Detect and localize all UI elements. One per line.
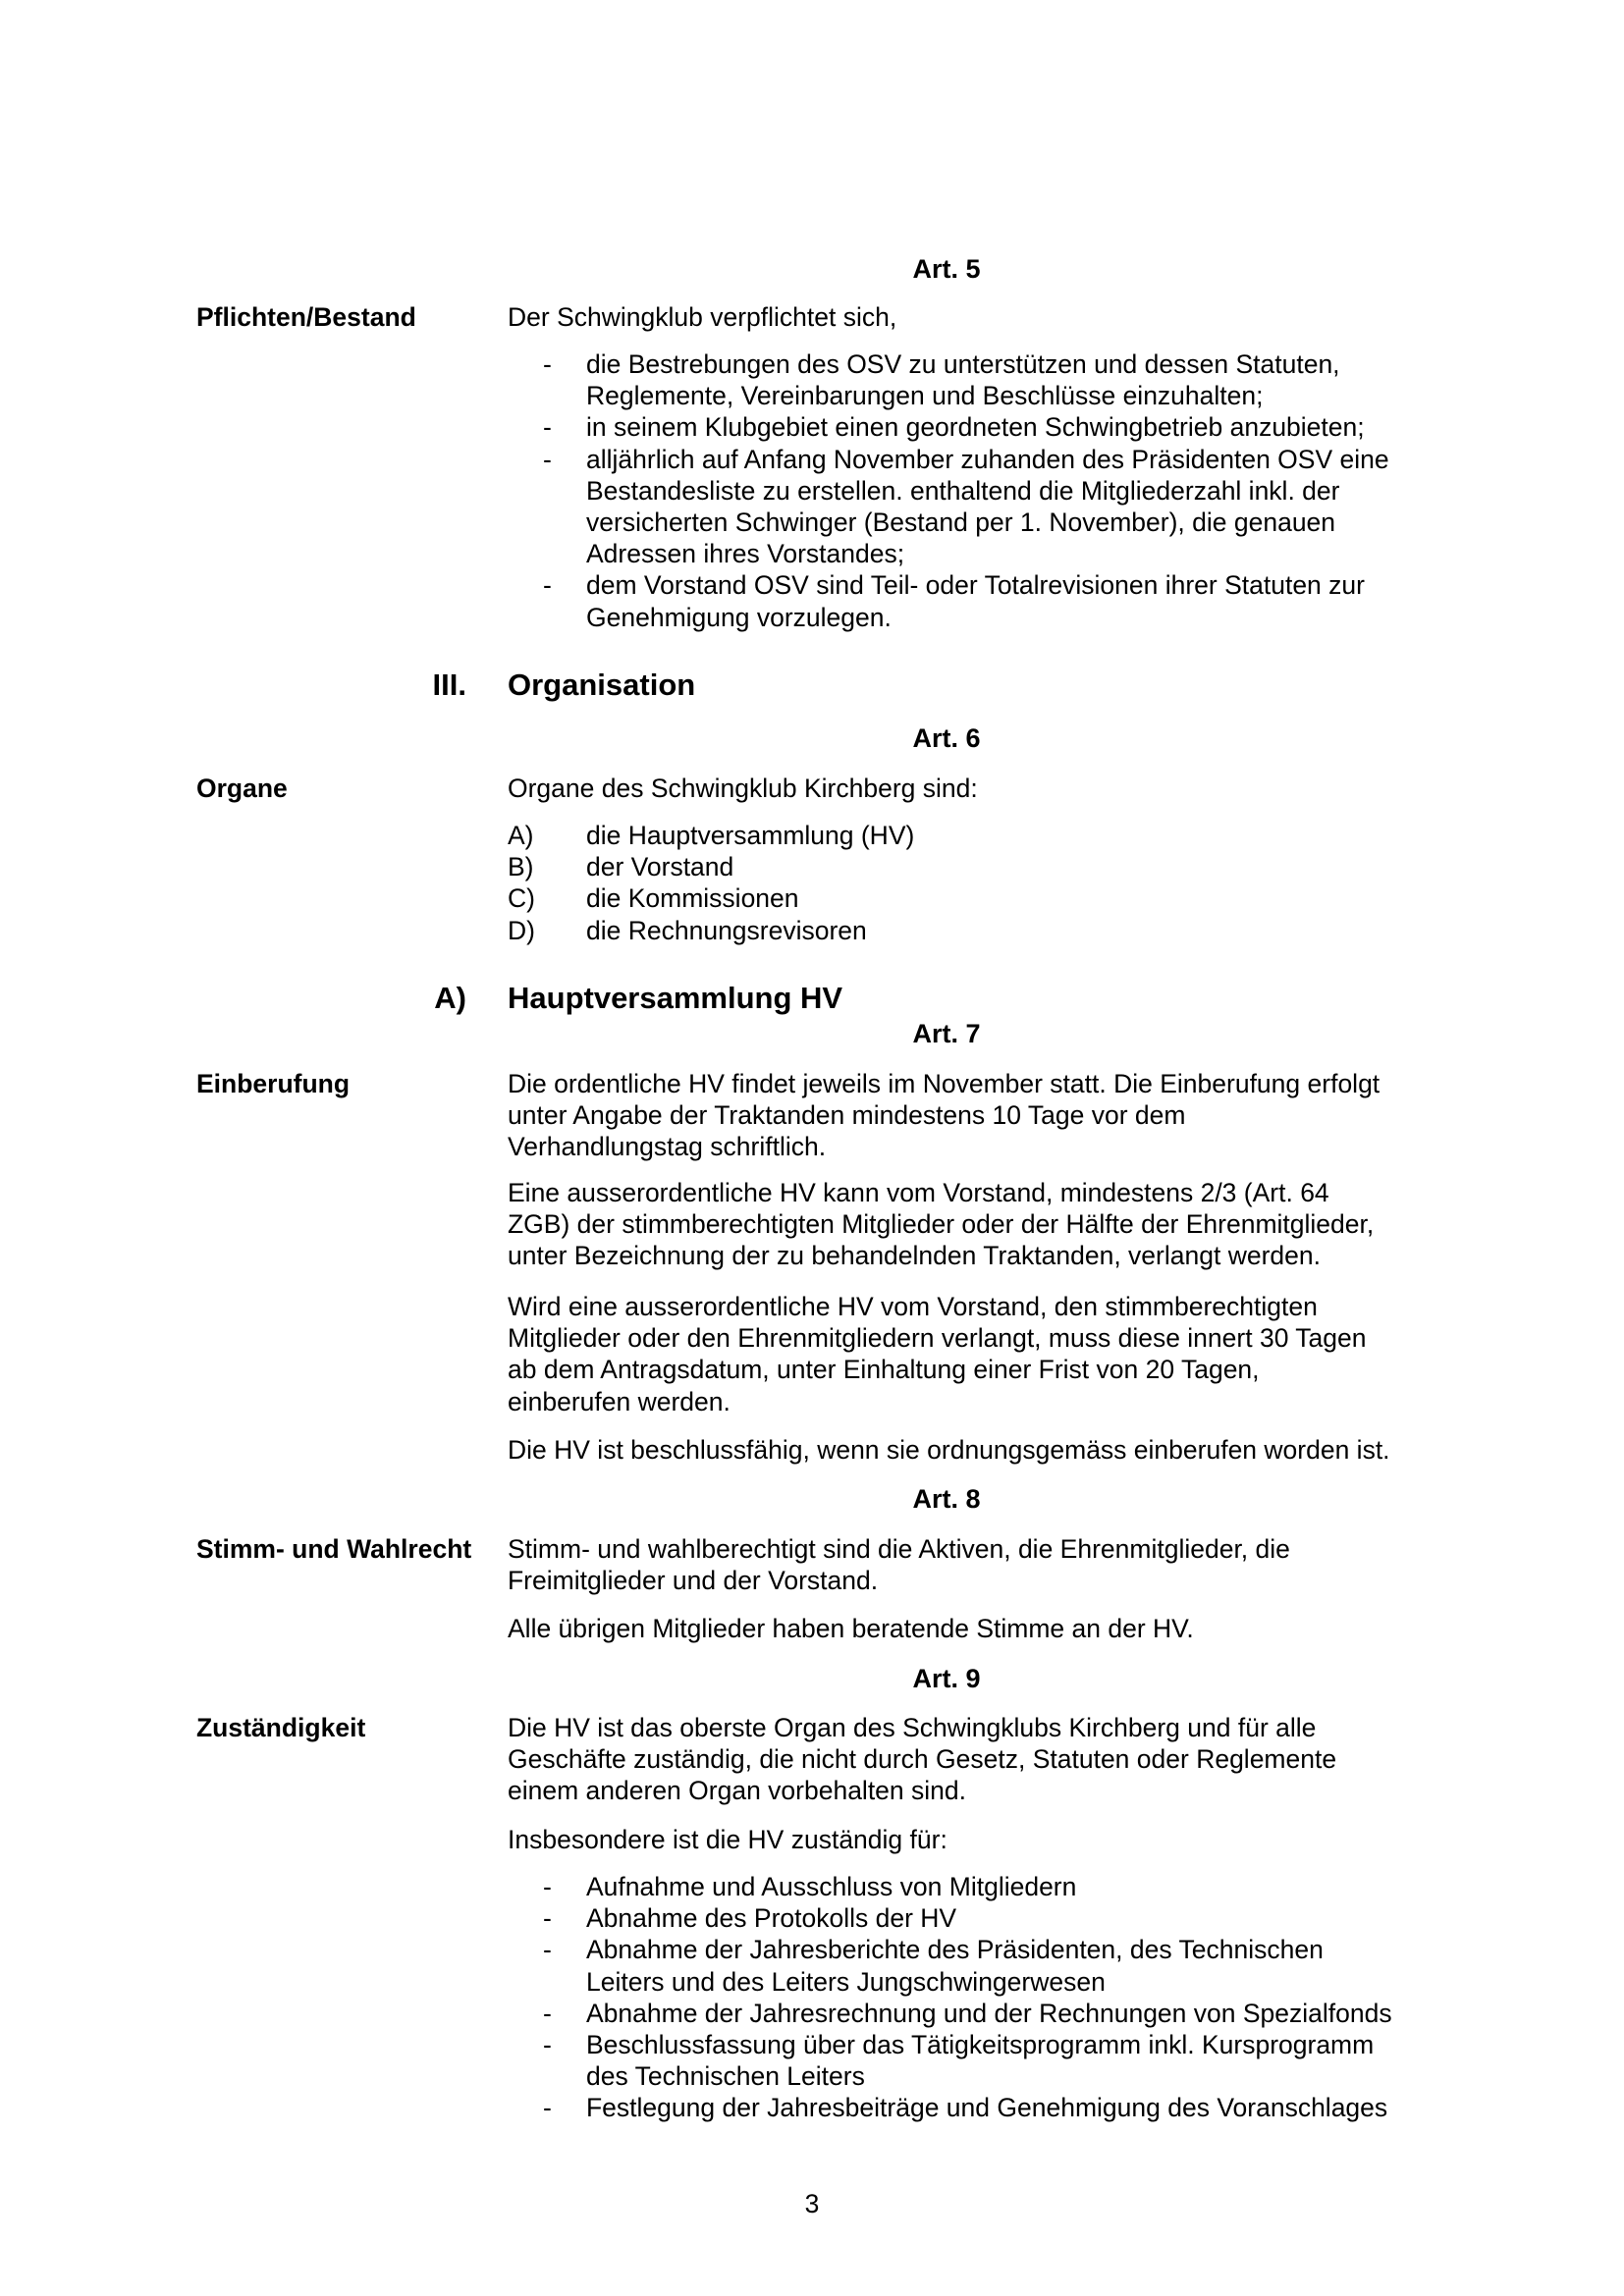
- article-heading: Art. 5: [912, 254, 981, 284]
- text-line: Genehmigung vorzulegen.: [586, 602, 892, 632]
- list-item: - Festlegung der Jahresbeiträge und Genehmigung des Voranschlages: [543, 2093, 1388, 2123]
- section-title: Hauptversammlung HV: [508, 981, 843, 1015]
- paragraph: Die HV ist das oberste Organ des Schwingklubs Kirchberg und für alle Geschäfte zuständig, die nicht durch Gesetz, Statuten oder Reglemente einem anderen Organ vorbehalten sind.: [508, 1713, 1337, 1806]
- list-marker: A): [508, 821, 534, 850]
- text-line: die Bestrebungen des OSV zu unterstützen und dessen Statuten,: [586, 349, 1340, 379]
- section-number: III.: [432, 667, 466, 702]
- text-line: der Vorstand: [586, 852, 734, 882]
- text-line: alljährlich auf Anfang November zuhanden des Präsidenten OSV eine: [586, 444, 1389, 474]
- list-item: - Abnahme des Protokolls der HV: [543, 1903, 957, 1934]
- dash-bullet-icon: -: [543, 570, 552, 601]
- margin-label: Organe: [196, 774, 288, 803]
- bullet-list: [508, 348, 1389, 633]
- text-line: die Kommissionen: [586, 883, 799, 914]
- article-heading: Art. 8: [912, 1484, 981, 1514]
- dash-bullet-icon: -: [543, 1872, 552, 1901]
- article-heading: Art. 6: [912, 723, 981, 753]
- text-line: Reglemente, Vereinbarungen und Beschlüsse einzuhalten;: [586, 381, 1264, 411]
- paragraph: Stimm- und wahlberechtigt sind die Aktiven, die Ehrenmitglieder, die Freimitglieder und der Vorstand.: [508, 1534, 1290, 1596]
- paragraph: Alle übrigen Mitglieder haben beratende Stimme an der HV.: [508, 1614, 1194, 1643]
- margin-label: Zuständigkeit: [196, 1713, 366, 1742]
- paragraph: Insbesondere ist die HV zuständig für:: [508, 1825, 947, 1854]
- page-number: 3: [804, 2189, 820, 2218]
- list-item: - Abnahme der Jahresrechnung und der Rechnungen von Spezialfonds: [543, 1998, 1392, 2028]
- paragraph: Eine ausserordentliche HV kann vom Vorstand, mindestens 2/3 (Art. 64 ZGB) der stimmberechtigten Mitglieder oder der Hälfte der Ehrenmitglieder, unter Bezeichnung der zu behandelnden Traktanden, verlangt werden.: [508, 1178, 1375, 1271]
- list-item: [508, 444, 1389, 570]
- list-item: [508, 915, 914, 946]
- list-marker: D): [508, 915, 535, 945]
- dash-bullet-icon: -: [543, 1903, 552, 1934]
- enumerated-list: [508, 820, 914, 946]
- paragraph: Die HV ist beschlussfähig, wenn sie ordnungsgemäss einberufen worden ist.: [508, 1435, 1390, 1465]
- list-item: [508, 820, 914, 851]
- dash-bullet-icon: -: [543, 1935, 552, 1965]
- text-line: dem Vorstand OSV sind Teil- oder Totalrevisionen ihrer Statuten zur: [586, 570, 1365, 601]
- text-line: die Rechnungsrevisoren: [586, 915, 867, 945]
- list-item: [508, 851, 914, 882]
- list-item: - Beschlussfassung über das Tätigkeitsprogramm inkl. Kursprogramm des Technischen Leiters: [543, 2030, 1375, 2092]
- paragraph: Die ordentliche HV findet jeweils im November statt. Die Einberufung erfolgt unter Angabe der Traktanden mindestens 10 Tage vor dem Verhandlungstag schriftlich.: [508, 1069, 1380, 1162]
- dash-bullet-icon: -: [543, 444, 552, 474]
- text-line: Adressen ihres Vorstandes;: [586, 539, 905, 569]
- margin-label: Einberufung: [196, 1069, 351, 1098]
- dash-bullet-icon: -: [543, 412, 552, 443]
- list-item: - Aufnahme und Ausschluss von Mitgliedern: [543, 1872, 1077, 1901]
- section-number: A): [434, 981, 466, 1015]
- list-item: [508, 569, 1389, 632]
- dash-bullet-icon: -: [543, 349, 552, 379]
- bullet-list: [508, 1871, 1392, 2124]
- margin-label: Pflichten/Bestand: [196, 302, 416, 332]
- section-title: Organisation: [508, 667, 696, 702]
- dash-bullet-icon: -: [543, 2030, 552, 2060]
- text-line: in seinem Klubgebiet einen geordneten Schwingbetrieb anzubieten;: [586, 412, 1365, 443]
- list-item: [508, 348, 1389, 411]
- margin-label: Stimm- und Wahlrecht: [196, 1534, 472, 1564]
- list-item: [508, 411, 1389, 443]
- list-item: - Abnahme der Jahresberichte des Präsidenten, des Technischen Leiters und des Leiters Jungschwingerwesen: [543, 1935, 1324, 1997]
- article-heading: Art. 7: [912, 1019, 981, 1048]
- dash-bullet-icon: -: [543, 2093, 552, 2123]
- list-item: [508, 882, 914, 914]
- paragraph: Wird eine ausserordentliche HV vom Vorstand, den stimmberechtigten Mitglieder oder den Ehrenmitgliedern verlangt, muss diese innert 30 Tagen ab dem Antragsdatum, unter Einhaltung einer Frist von 20 Tagen, einberufen werden.: [508, 1292, 1367, 1416]
- list-marker: C): [508, 883, 535, 914]
- paragraph: Der Schwingklub verpflichtet sich,: [508, 302, 897, 332]
- list-marker: B): [508, 852, 534, 882]
- dash-bullet-icon: -: [543, 1998, 552, 2028]
- text-line: Bestandesliste zu erstellen. enthaltend die Mitgliederzahl inkl. der: [586, 475, 1340, 506]
- text-line: versicherten Schwinger (Bestand per 1. November), die genauen: [586, 507, 1336, 538]
- article-heading: Art. 9: [912, 1664, 981, 1693]
- paragraph: Organe des Schwingklub Kirchberg sind:: [508, 774, 978, 803]
- text-line: die Hauptversammlung (HV): [586, 821, 915, 850]
